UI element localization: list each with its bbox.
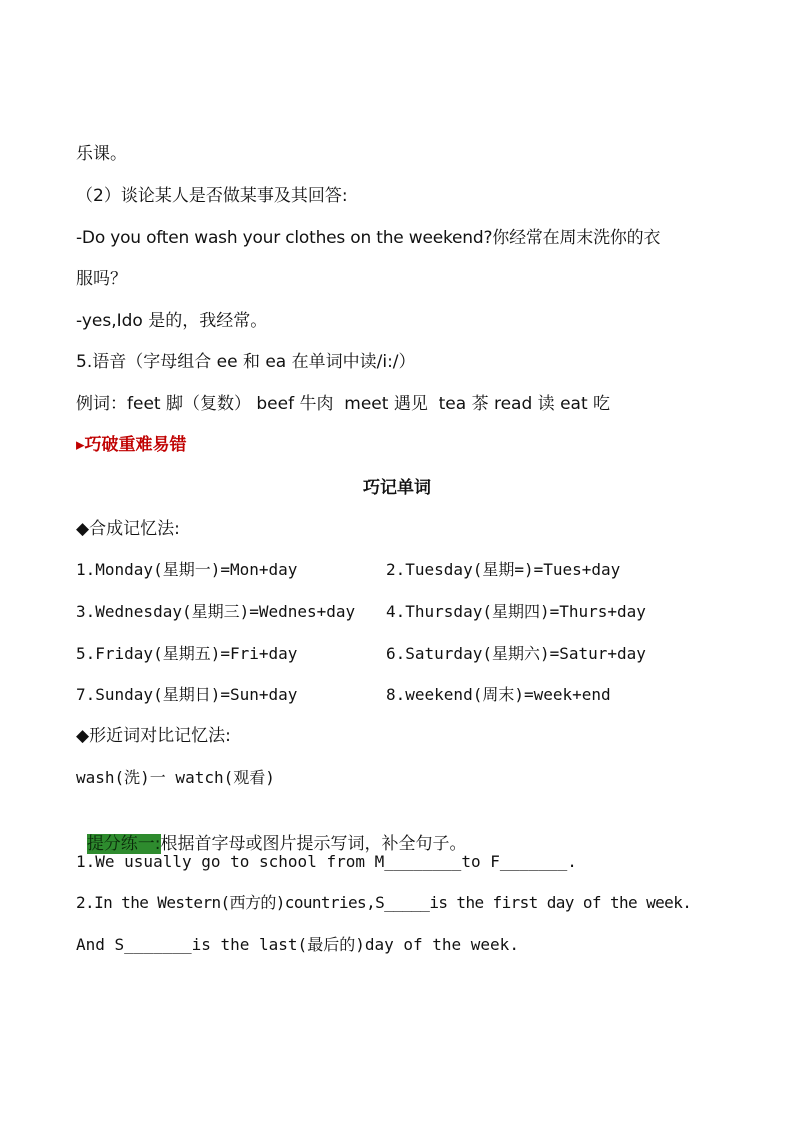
text-line-3: -Do you often wash your clothes on the weekend?你经常在周末洗你的衣 [76, 228, 661, 248]
method-compound-heading: ◆合成记忆法: [76, 519, 180, 539]
text-line-7: 例词：feet 脚（复数） beef 牛肉 meet 遇见 tea 茶 read 读 eat 吃 [76, 394, 611, 414]
section-heading: ▸巧破重难易错 [76, 435, 187, 455]
compound-item-3: 3.Wednesday(星期三)=Wednes+day [76, 602, 356, 621]
text-line-4: 服吗？ [76, 269, 127, 289]
practice-label: 提分练一: [86, 834, 161, 854]
question-2: 2.In the Western(西方的)countries,S_____is the first day of the week. [76, 893, 692, 912]
compound-item-7: 7.Sunday(星期日)=Sun+day [76, 685, 298, 704]
question-1: 1.We usually go to school from M________to F_______. [76, 852, 577, 871]
text-line-2: （2）谈论某人是否做某事及其回答: [76, 186, 348, 206]
similar-words: wash(洗)一 watch(观看) [76, 768, 275, 787]
compound-item-4: 4.Thursday(星期四)=Thurs+day [386, 602, 646, 621]
text-line-6: 5.语音（字母组合 ee 和 ea 在单词中读/i:/） [76, 352, 416, 372]
compound-item-2: 2.Tuesday(星期=)=Tues+day [386, 560, 621, 579]
compound-item-8: 8.weekend(周末)=week+end [386, 685, 611, 704]
method-similar-heading: ◆形近词对比记忆法: [76, 726, 231, 746]
text-line-5: -yes,Ido 是的，我经常。 [76, 311, 268, 331]
page-title: 巧记单词 [363, 478, 431, 498]
practice-instruction: 根据首字母或图片提示写词，补全句子。 [160, 834, 467, 854]
practice-line [76, 808, 467, 856]
compound-item-1: 1.Monday(星期一)=Mon+day [76, 560, 298, 579]
compound-item-6: 6.Saturday(星期六)=Satur+day [386, 644, 646, 663]
question-2-continued: And S_______is the last(最后的)day of the week. [76, 935, 519, 954]
compound-item-5: 5.Friday(星期五)=Fri+day [76, 644, 298, 663]
text-line-1: 乐课。 [76, 144, 127, 164]
